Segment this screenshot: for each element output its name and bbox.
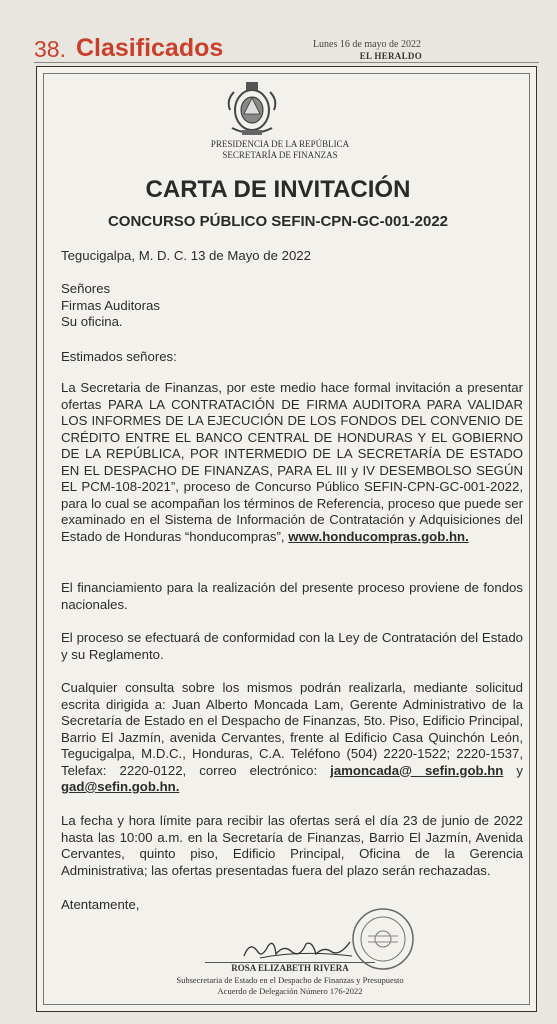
letter-subtitle: CONCURSO PÚBLICO SEFIN-CPN-GC-001-2022 [107, 213, 449, 230]
email-joiner: y [516, 762, 523, 778]
issue-date: Lunes 16 de mayo de 2022 [312, 39, 421, 50]
signer-title: Subsecretaria de Estado en el Despacho de Finanzas y Presupuesto [176, 975, 404, 985]
recipient-block [61, 281, 523, 331]
recipient-line: Firmas Auditoras [61, 297, 160, 313]
newspaper-name: EL HERALDO [359, 51, 422, 61]
email-link-jamoncada[interactable]: jamoncada@ sefin.gob.hn [330, 762, 504, 778]
email-link-gad[interactable]: gad@sefin.gob.hn. [61, 779, 180, 794]
contact-text: Cualquier consulta sobre los mismos podrán realizarla, mediante solicitud escrita dirigida a: Juan Alberto Moncada Lam, Gerente Administrativo de la Secretaría de Estado en el Despacho de Finanzas, 5to. Piso, Edificio Principal, Barrio El Jazmín, avenida Cervantes, frente al Edificio Casa Quinchón León, Tegucigalpa, M.D.C., Honduras, C.A. Teléfono (504) 2220-1522; 2220-1537, Telefax: 2220-0122, correo electrónico: [61, 680, 523, 778]
handwritten-signature [240, 936, 360, 962]
paragraph-financing: El financiamiento para la realización del presente proceso proviene de fondos nacionales. [61, 580, 523, 612]
page-number: 38. [34, 36, 66, 62]
honducompras-link[interactable]: www.honducompras.gob.hn. [288, 528, 469, 544]
section-title: Clasificados [76, 34, 224, 62]
signer-delegation: Acuerdo de Delegación Número 176-2022 [217, 986, 363, 996]
paragraph-process: El proceso se efectuará de conformidad con la Ley de Contratación del Estado y su Reglamento. [61, 630, 523, 662]
letter-title: CARTA DE INVITACIÓN [145, 176, 411, 203]
institution-line-2: SECRETARÍA DE FINANZAS [222, 150, 338, 160]
place-date: Tegucigalpa, M. D. C. 13 de Mayo de 2022 [61, 248, 311, 263]
recipient-line: Su oficina. [61, 314, 123, 329]
paragraph-invitation [61, 380, 523, 545]
invitation-text: La Secretaria de Finanzas, por este medio hace formal invitación a presentar ofertas PARA LA CONTRATACIÓN DE FIRMA AUDITORA PARA VALIDAR LOS INFORMES DE LA EJECUCIÓN DE LOS FONDOS DEL CONVENIO DE CRÉDITO ENTRE EL BANCO CENTRAL DE HONDURAS Y EL GOBIERNO DE LA REPÚBLICA, POR INTERMEDIO DE LA SECRETARÍA DE ESTADO EN EL DESPACHO DE FINANZAS, PARA EL III y IV DESEMBOLSO SEGÚN EL PCM-108-2021”, proceso de Concurso Público SEFIN-CPN-GC-001-2022, para lo cual se acompañan los términos de Referencia, proceso que puede ser examinado en el Sistema de Información de Contratación y Adquisiciones del Estado de Honduras “honducompras”, [61, 380, 523, 544]
header-divider [34, 62, 539, 63]
official-stamp-icon [350, 906, 416, 972]
signer-name: ROSA ELIZABETH RIVERA [231, 963, 349, 973]
paragraph-deadline: La fecha y hora límite para recibir las ofertas será el día 23 de junio de 2022 hasta las 10:00 a.m. en la Secretaría de Finanzas, Barrio El Jazmín, Avenida Cervantes, quinto piso, Edificio Principal, Oficina de la Gerencia Administrativa; las ofertas presentadas fuera del plazo serán rechazadas. [61, 813, 523, 878]
institution-line-1: PRESIDENCIA DE LA REPÚBLICA [210, 139, 350, 149]
recipient-line: Señores [61, 281, 111, 296]
closing: Atentamente, [61, 897, 140, 912]
paragraph-contact [61, 680, 523, 796]
coat-of-arms-icon [224, 80, 280, 138]
greeting: Estimados señores: [61, 349, 177, 364]
